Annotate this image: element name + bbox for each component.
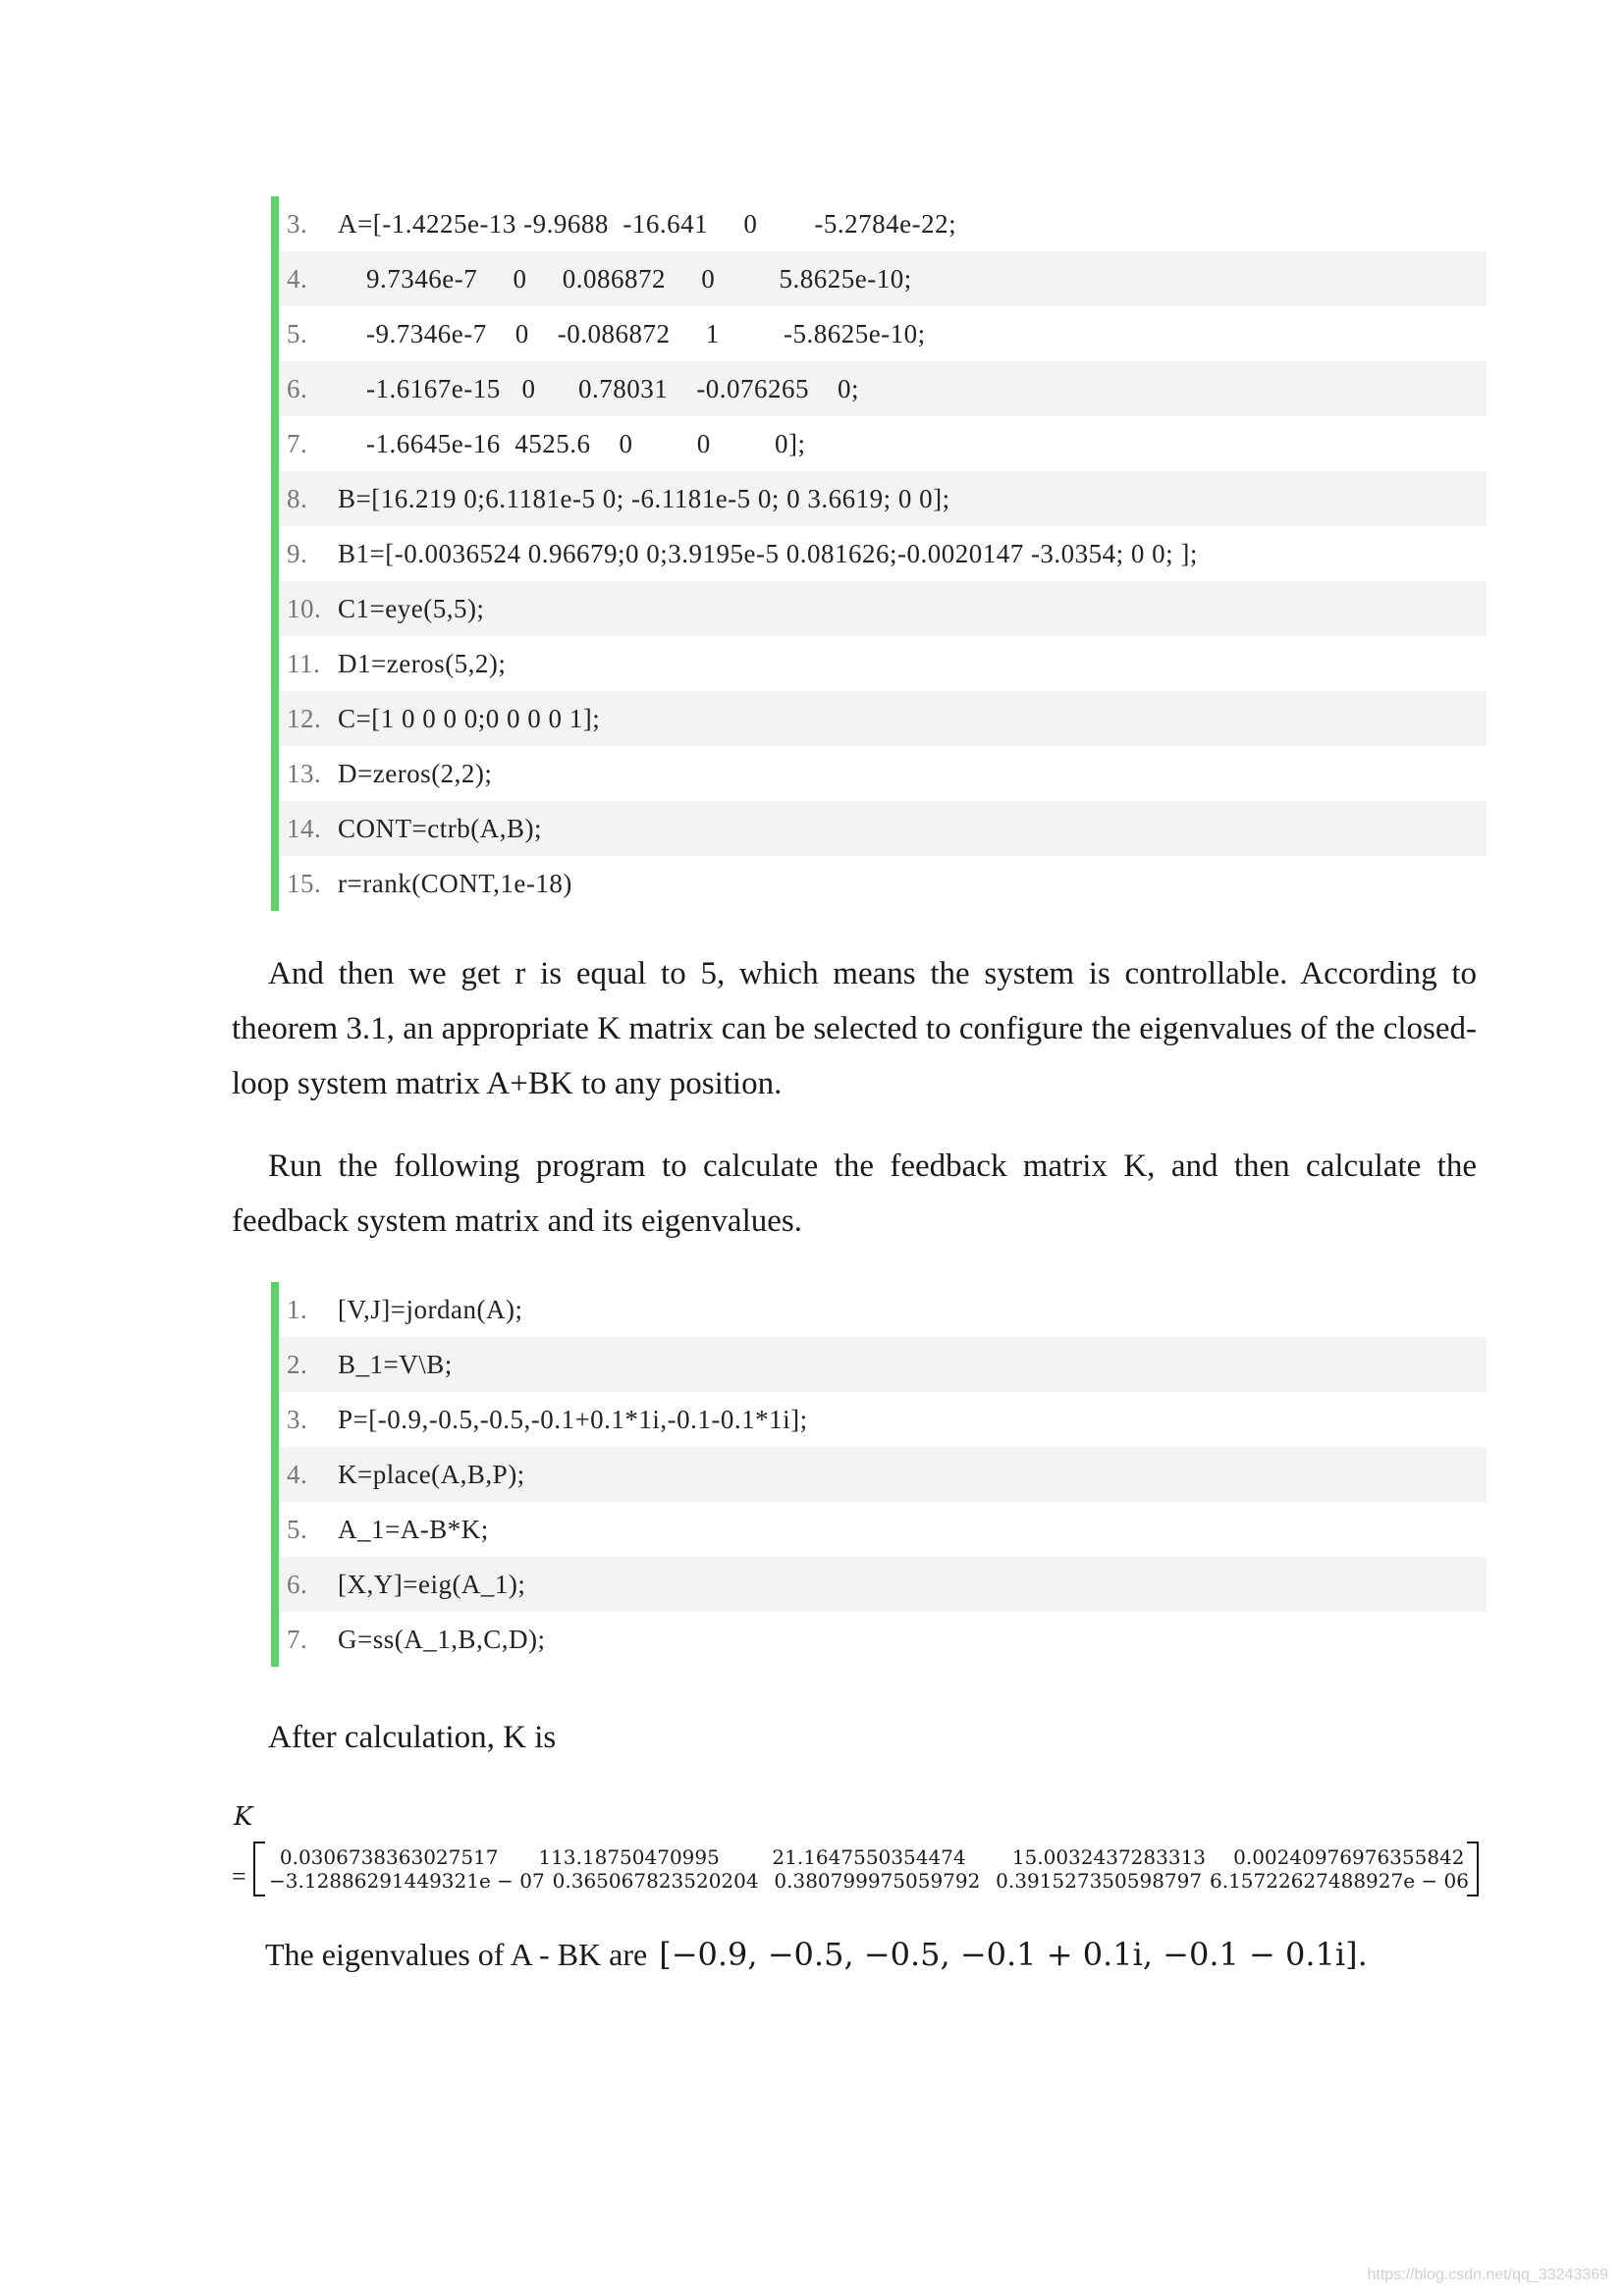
code-block-1: [271, 196, 1487, 911]
code-line: [279, 526, 1487, 581]
code-text: 9.7346e-7 0 0.086872 0 5.8625e-10;: [338, 263, 912, 294]
code-text: [X,Y]=eig(A_1);: [338, 1569, 526, 1599]
line-number: 3.: [287, 208, 308, 239]
code-line: [279, 1337, 1487, 1392]
code-line: [279, 1557, 1487, 1612]
code-line: [279, 801, 1487, 856]
matrix-cell: 0.00240976976355842: [1233, 1845, 1465, 1869]
code-text: A_1=A-B*K;: [338, 1514, 489, 1544]
paragraph-text: Run the following program to calculate the feedback matrix K, and then calculate the feedback system matrix and its eigenvalues.: [232, 1148, 1477, 1239]
watermark: https://blog.csdn.net/qq_33243369: [1367, 2267, 1608, 2283]
line-number: 10.: [287, 593, 322, 623]
line-number: 8.: [287, 483, 308, 513]
matrix-left-bracket: [253, 1842, 265, 1896]
matrix-cell: 21.1647550354474: [772, 1845, 966, 1869]
matrix-row: [269, 1845, 1469, 1869]
paragraph-text: And then we get r is equal to 5, which means the system is controllable. According to theorem 3.1, an appropriate K matrix can be selected to configure the eigenvalues of the closed-loop system matrix A+BK to any position.: [232, 956, 1477, 1101]
line-number: 11.: [287, 648, 321, 678]
k-matrix: [269, 1845, 1469, 1893]
line-number: 1.: [287, 1294, 308, 1324]
code-text: -1.6645e-16 4525.6 0 0 0];: [338, 428, 806, 458]
line-number: 5.: [287, 318, 308, 348]
code-line: [279, 471, 1487, 526]
code-text: G=ss(A_1,B,C,D);: [338, 1624, 546, 1654]
code-line: [279, 1447, 1487, 1502]
code-line: [279, 636, 1487, 691]
matrix-cell: 0.380799975059792: [774, 1869, 981, 1893]
code-text: CONT=ctrb(A,B);: [338, 813, 542, 843]
code-text: [V,J]=jordan(A);: [338, 1294, 523, 1324]
matrix-cell: −3.12886291449321e − 07: [269, 1869, 545, 1893]
line-number: 7.: [287, 428, 308, 458]
code-text: C1=eye(5,5);: [338, 593, 485, 623]
line-number: 5.: [287, 1514, 308, 1544]
code-text: D1=zeros(5,2);: [338, 648, 507, 678]
code-text: C=[1 0 0 0 0;0 0 0 0 1];: [338, 703, 601, 733]
code-text: A=[-1.4225e-13 -9.9688 -16.641 0 -5.2784e-22;: [338, 208, 957, 239]
k-equals-sign: =: [232, 1862, 246, 1891]
code-line: [279, 691, 1487, 746]
matrix-cell: 6.15722627488927e − 06: [1210, 1869, 1469, 1893]
line-number: 4.: [287, 263, 308, 294]
code-text: -1.6167e-15 0 0.78031 -0.076265 0;: [338, 373, 859, 403]
code-line: [279, 856, 1487, 911]
paragraph-text: After calculation, K is: [268, 1720, 557, 1755]
matrix-cell: 15.0032437283313: [1011, 1845, 1207, 1869]
matrix-cell: 0.365067823520204: [552, 1869, 759, 1893]
matrix-cell: 113.18750470995: [538, 1845, 720, 1869]
code-line: [279, 1282, 1487, 1337]
code-text: B=[16.219 0;6.1181e-5 0; -6.1181e-5 0; 0 3.6619; 0 0];: [338, 483, 950, 513]
code-line: [279, 416, 1487, 471]
code-text: r=rank(CONT,1e-18): [338, 868, 572, 898]
eigenvalues-text: The eigenvalues of A - BK are: [265, 1937, 648, 1972]
matrix-cell: 0.391527350598797: [996, 1869, 1203, 1893]
code-text: P=[-0.9,-0.5,-0.5,-0.1+0.1*1i,-0.1-0.1*1i];: [338, 1404, 808, 1434]
line-number: 12.: [287, 703, 322, 733]
line-number: 14.: [287, 813, 322, 843]
line-number: 4.: [287, 1459, 308, 1489]
paragraph-controllable: [232, 946, 1477, 1111]
line-number: 2.: [287, 1349, 308, 1379]
code-line: [279, 746, 1487, 801]
k-label: K: [234, 1802, 253, 1832]
code-line: [279, 306, 1487, 361]
code-line: [279, 581, 1487, 636]
code-text: K=place(A,B,P);: [338, 1459, 525, 1489]
code-block-2: [271, 1282, 1487, 1667]
eigenvalues-line: [265, 1936, 1368, 1973]
eigenvalues-values: [−0.9, −0.5, −0.5, −0.1 + 0.1i, −0.1 − 0.1i].: [659, 1936, 1368, 1973]
line-number: 13.: [287, 758, 322, 788]
line-number: 6.: [287, 373, 308, 403]
code-text: -9.7346e-7 0 -0.086872 1 -5.8625e-10;: [338, 318, 926, 348]
line-number: 9.: [287, 538, 308, 568]
code-line: [279, 1502, 1487, 1557]
code-line: [279, 251, 1487, 306]
matrix-cell: 0.0306738363027517: [279, 1845, 499, 1869]
line-number: 7.: [287, 1624, 308, 1654]
code-text: B1=[-0.0036524 0.96679;0 0;3.9195e-5 0.081626;-0.0020147 -3.0354; 0 0; ];: [338, 538, 1198, 568]
code-text: D=zeros(2,2);: [338, 758, 493, 788]
matrix-row: [269, 1869, 1469, 1893]
line-number: 15.: [287, 868, 322, 898]
code-line: [279, 1392, 1487, 1447]
line-number: 6.: [287, 1569, 308, 1599]
paragraph-after-calculation: [232, 1710, 1477, 1765]
code-text: B_1=V\B;: [338, 1349, 453, 1379]
code-line: [279, 361, 1487, 416]
paragraph-run-program: [232, 1139, 1477, 1249]
code-line: [279, 1612, 1487, 1667]
code-line: [279, 196, 1487, 251]
line-number: 3.: [287, 1404, 308, 1434]
